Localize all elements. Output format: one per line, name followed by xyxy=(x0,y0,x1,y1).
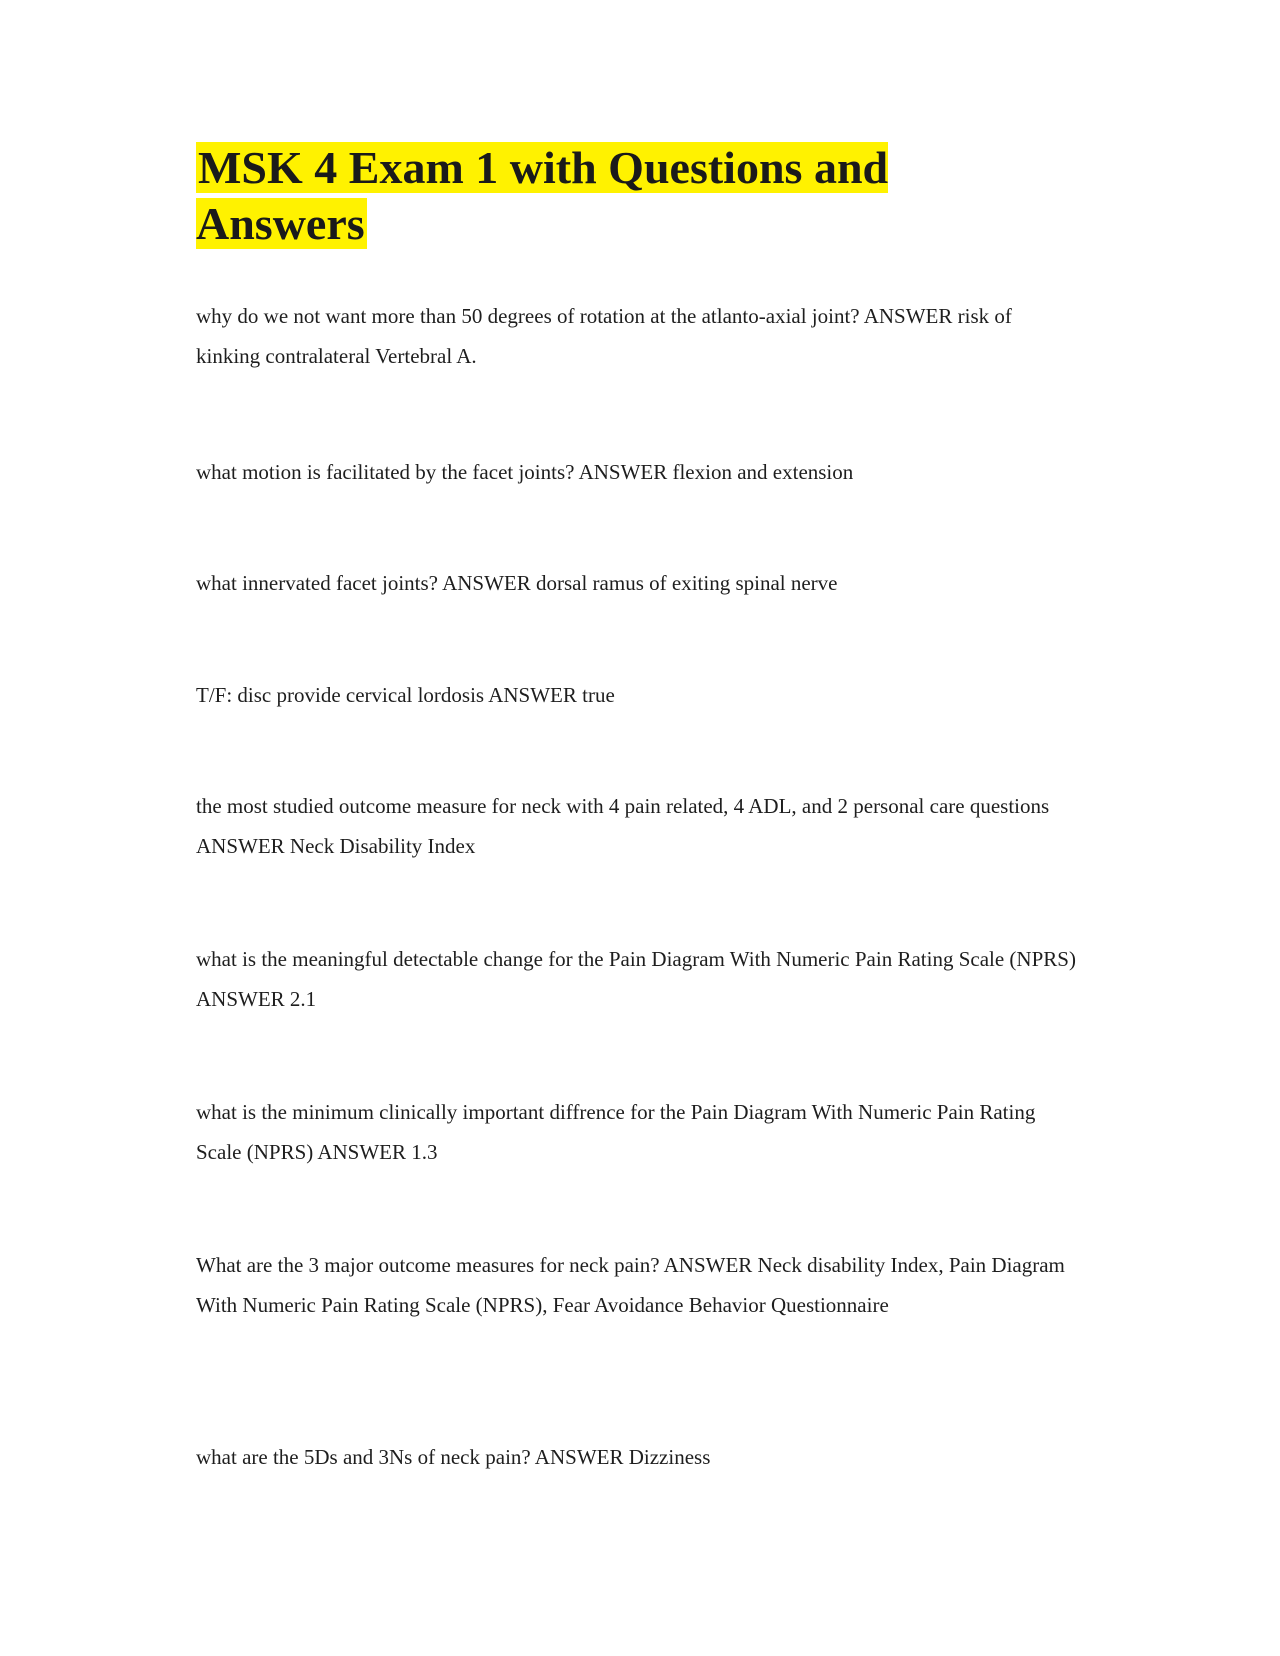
qa-item: T/F: disc provide cervical lordosis ANSWER true xyxy=(196,683,615,707)
qa-item: what is the meaningful detectable change for the Pain Diagram With Numeric Pain Rating Scale (NPRS) ANSWER 2.1 xyxy=(196,947,1076,1011)
qa-item: what innervated facet joints? ANSWER dorsal ramus of exiting spinal nerve xyxy=(196,571,838,595)
qa-item: the most studied outcome measure for neck with 4 pain related, 4 ADL, and 2 personal care questions ANSWER Neck Disability Index xyxy=(196,794,1050,858)
page-title xyxy=(196,140,956,252)
qa-item: what is the minimum clinically important diffrence for the Pain Diagram With Numeric Pain Rating Scale (NPRS) ANSWER 1.3 xyxy=(196,1100,1036,1164)
qa-item: what motion is facilitated by the facet joints? ANSWER flexion and extension xyxy=(196,460,854,484)
qa-item: why do we not want more than 50 degrees of rotation at the atlanto-axial joint? ANSWER risk of kinking contralateral Vertebral A. xyxy=(196,304,1012,368)
qa-item: what are the 5Ds and 3Ns of neck pain? ANSWER Dizziness xyxy=(196,1445,711,1469)
title-highlight: MSK 4 Exam 1 with Questions and Answers xyxy=(196,142,889,249)
qa-item: What are the 3 major outcome measures for neck pain? ANSWER Neck disability Index, Pain Diagram With Numeric Pain Rating Scale (NPRS), Fear Avoidance Behavior Questionnaire xyxy=(196,1253,1065,1317)
